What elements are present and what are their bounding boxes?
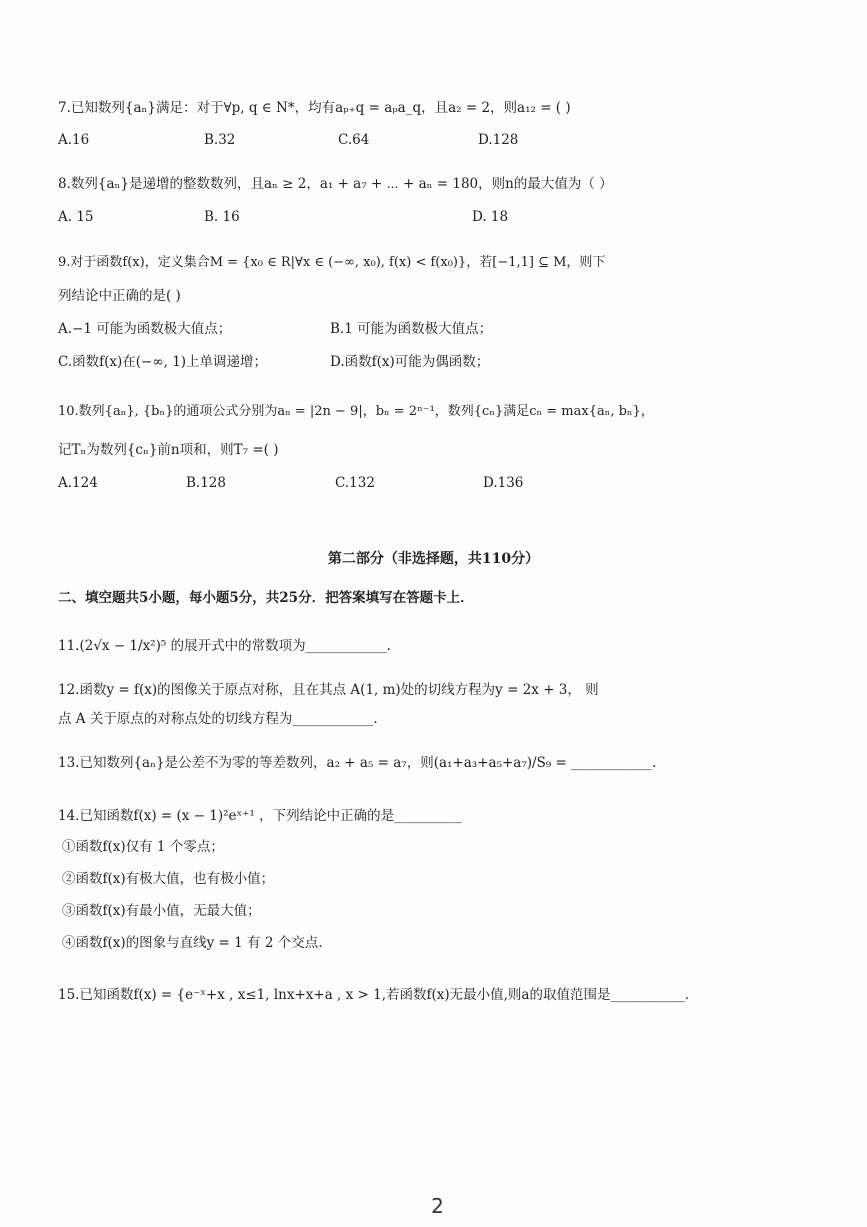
q9-stem-line2: 列结论中正确的是( ) [58,288,181,304]
q14-text: 14.已知函数f(x) = (x − 1)²eˣ⁺¹ ，下列结论中正确的是__________ [58,808,462,824]
q12-line1: 12.函数y = f(x)的图像关于原点对称，且在其点 A(1, m)处的切线方程为y = 2x + 3， 则 [58,682,599,698]
q8-option-b: B. 16 [204,209,240,225]
q10-stem-line1: 10.数列{aₙ}, {bₙ}的通项公式分别为aₙ = |2n − 9|，bₙ = 2ⁿ⁻¹，数列{cₙ}满足cₙ = max{aₙ, bₙ}， [58,404,654,419]
q11-text: 11.(2√x − 1/x²)⁵ 的展开式中的常数项为____________. [58,638,391,654]
q8-option-a: A. 15 [58,209,94,225]
page-number: 2 [431,1194,444,1218]
q8-stem: 8.数列{aₙ}是递增的整数数列，且aₙ ≥ 2，a₁ + a₇ + ⋯ + aₙ = 180，则n的最大值为（ ） [58,176,613,192]
q9-option-b: B.1 可能为函数极大值点； [330,321,493,337]
q14-item-4: ④函数f(x)的图象与直线y = 1 有 2 个交点. [62,935,323,951]
q10-stem-line2: 记Tₙ为数列{cₙ}前n项和，则T₇ =( ) [58,442,279,458]
q7-option-a: A.16 [58,132,90,148]
q9-option-c: C.函数f(x)在(−∞, 1)上单调递增； [58,354,268,370]
q9-option-a: A.−1 可能为函数极大值点； [58,321,232,337]
q7-option-d: D.128 [478,132,519,148]
q14-item-1: ①函数f(x)仅有 1 个零点； [62,839,224,855]
q7-option-c: C.64 [338,132,370,148]
q13-text: 13.已知数列{aₙ}是公差不为零的等差数列，a₂ + a₅ = a₇，则(a₁+a₃+a₅+a₇)/S₉ = ____________. [58,755,657,771]
q15-text: 15.已知函数f(x) = {e⁻ˣ+x , x≤1, lnx+x+a , x > 1,若函数f(x)无最小值,则a的取值范围是___________. [58,987,690,1003]
q8-option-d: D. 18 [472,209,509,225]
q9-option-d: D.函数f(x)可能为偶函数； [330,354,490,370]
q12-line2: 点 A 关于原点的对称点处的切线方程为____________. [58,711,378,727]
q14-item-3: ③函数f(x)有最小值，无最大值； [62,903,261,919]
q14-item-2: ②函数f(x)有极大值，也有极小值； [62,871,275,887]
q10-option-b: B.128 [186,475,226,491]
part2-title: 第二部分（非选择题，共110分） [327,551,540,567]
q7-stem: 7.已知数列{aₙ}满足：对于∀p, q ∈ N*，均有aₚ₊q = aₚa_q，且a₂ = 2，则a₁₂ = ( ) [58,100,571,116]
q10-option-a: A.124 [58,475,98,491]
q10-option-c: C.132 [335,475,375,491]
q7-option-b: B.32 [204,132,236,148]
q9-stem-line1: 9.对于函数f(x)，定义集合M = {x₀ ∈ R|∀x ∈ (−∞, x₀), f(x) < f(x₀)}，若[−1,1] ⊆ M，则下 [58,255,606,270]
q10-option-d: D.136 [483,475,524,491]
section2-heading: 二、填空题共5小题，每小题5分，共25分．把答案填写在答题卡上． [58,590,474,606]
